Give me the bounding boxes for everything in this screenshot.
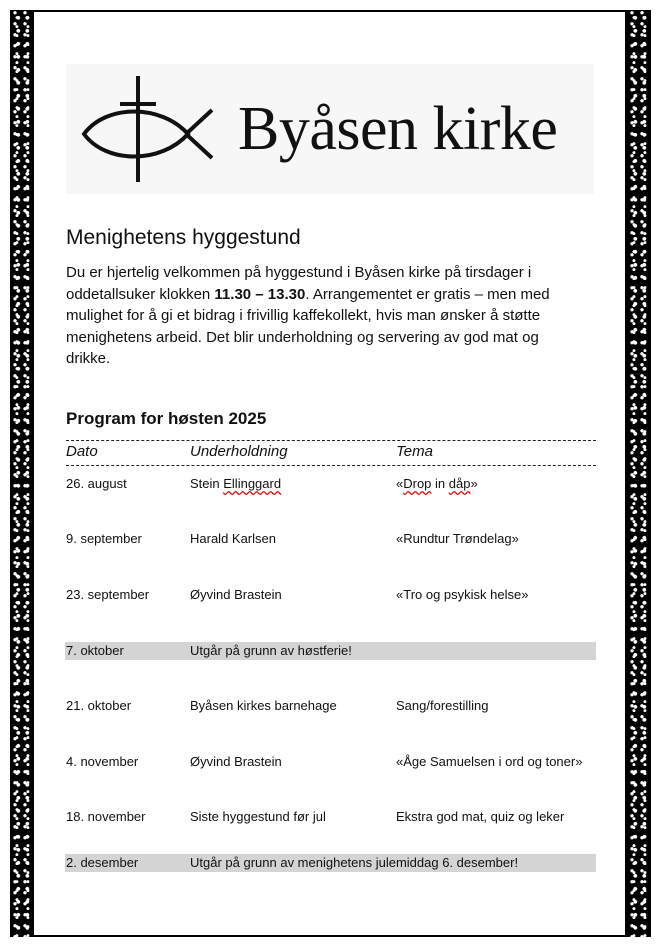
table-row	[65, 753, 596, 771]
row-entertainment: Stein Ellinggard	[190, 476, 282, 491]
table-row-cancelled	[65, 854, 596, 872]
table-row	[65, 808, 596, 826]
program-title: Program for høsten 2025	[66, 409, 267, 428]
logo-banner	[66, 64, 594, 194]
border-pattern-left	[12, 10, 32, 937]
spellcheck-underlined-word: Drop	[403, 476, 432, 491]
row-theme: «Tro og psykisk helse»	[396, 587, 529, 602]
row-date: 9. september	[66, 531, 142, 546]
intro-text-1: Du er hjertelig velkommen på hyggestund i Byåsen kirke på tirsdager i oddetallsuker klokken	[66, 264, 532, 303]
row-entertainment: Øyvind Brastein	[190, 754, 282, 769]
intro-paragraph	[66, 262, 586, 370]
row-date: 23. september	[66, 587, 150, 602]
logo-wordmark: Byåsen kirke	[238, 95, 558, 163]
row-entertainment: Utgår på grunn av menighetens julemiddag 6. desember!	[190, 855, 519, 870]
page-title: Menighetens hyggestund	[66, 226, 301, 249]
table-row	[65, 475, 596, 493]
row-entertainment: Øyvind Brastein	[190, 587, 282, 602]
spellcheck-underlined-word: dåp	[448, 476, 471, 491]
row-entertainment: Byåsen kirkes barnehage	[190, 698, 337, 713]
row-theme: Sang/forestilling	[396, 698, 489, 713]
row-theme: «Rundtur Trøndelag»	[396, 531, 519, 546]
table-header-top-rule	[66, 440, 596, 441]
row-date: 26. august	[66, 476, 127, 491]
table-row	[65, 697, 596, 715]
column-header-theme: Tema	[396, 443, 433, 460]
row-theme: «Drop in dåp»	[396, 476, 478, 491]
row-date: 4. november	[66, 754, 139, 769]
row-theme: «Åge Samuelsen i ord og toner»	[396, 754, 583, 769]
row-date: 2. desember	[66, 855, 139, 870]
column-header-entertainment: Underholdning	[190, 443, 288, 460]
spellcheck-underlined-word: Ellinggard	[223, 476, 282, 491]
cross-fish-icon	[66, 64, 236, 194]
table-header-bottom-rule	[66, 465, 596, 466]
table-row-cancelled	[65, 642, 596, 660]
border-pattern-right	[629, 10, 649, 937]
row-date: 7. oktober	[66, 643, 124, 658]
row-date: 18. november	[66, 809, 146, 824]
row-entertainment: Harald Karlsen	[190, 531, 276, 546]
table-row	[65, 586, 596, 604]
table-row	[65, 530, 596, 548]
row-theme: Ekstra god mat, quiz og leker	[396, 809, 565, 824]
row-entertainment: Utgår på grunn av høstferie!	[190, 643, 352, 658]
row-date: 21. oktober	[66, 698, 132, 713]
column-header-date: Dato	[66, 443, 98, 460]
intro-text-2: . Arrangementet er gratis – men med mulighet for å gi et bidrag i frivillig kaffekollekt, hvis man ønsker å støtte menighetens arbeid. Det blir underholdning og servering av god mat og drikke.	[66, 285, 550, 367]
row-entertainment: Siste hyggestund før jul	[190, 809, 326, 824]
intro-time: 11.30 – 13.30	[214, 285, 306, 303]
